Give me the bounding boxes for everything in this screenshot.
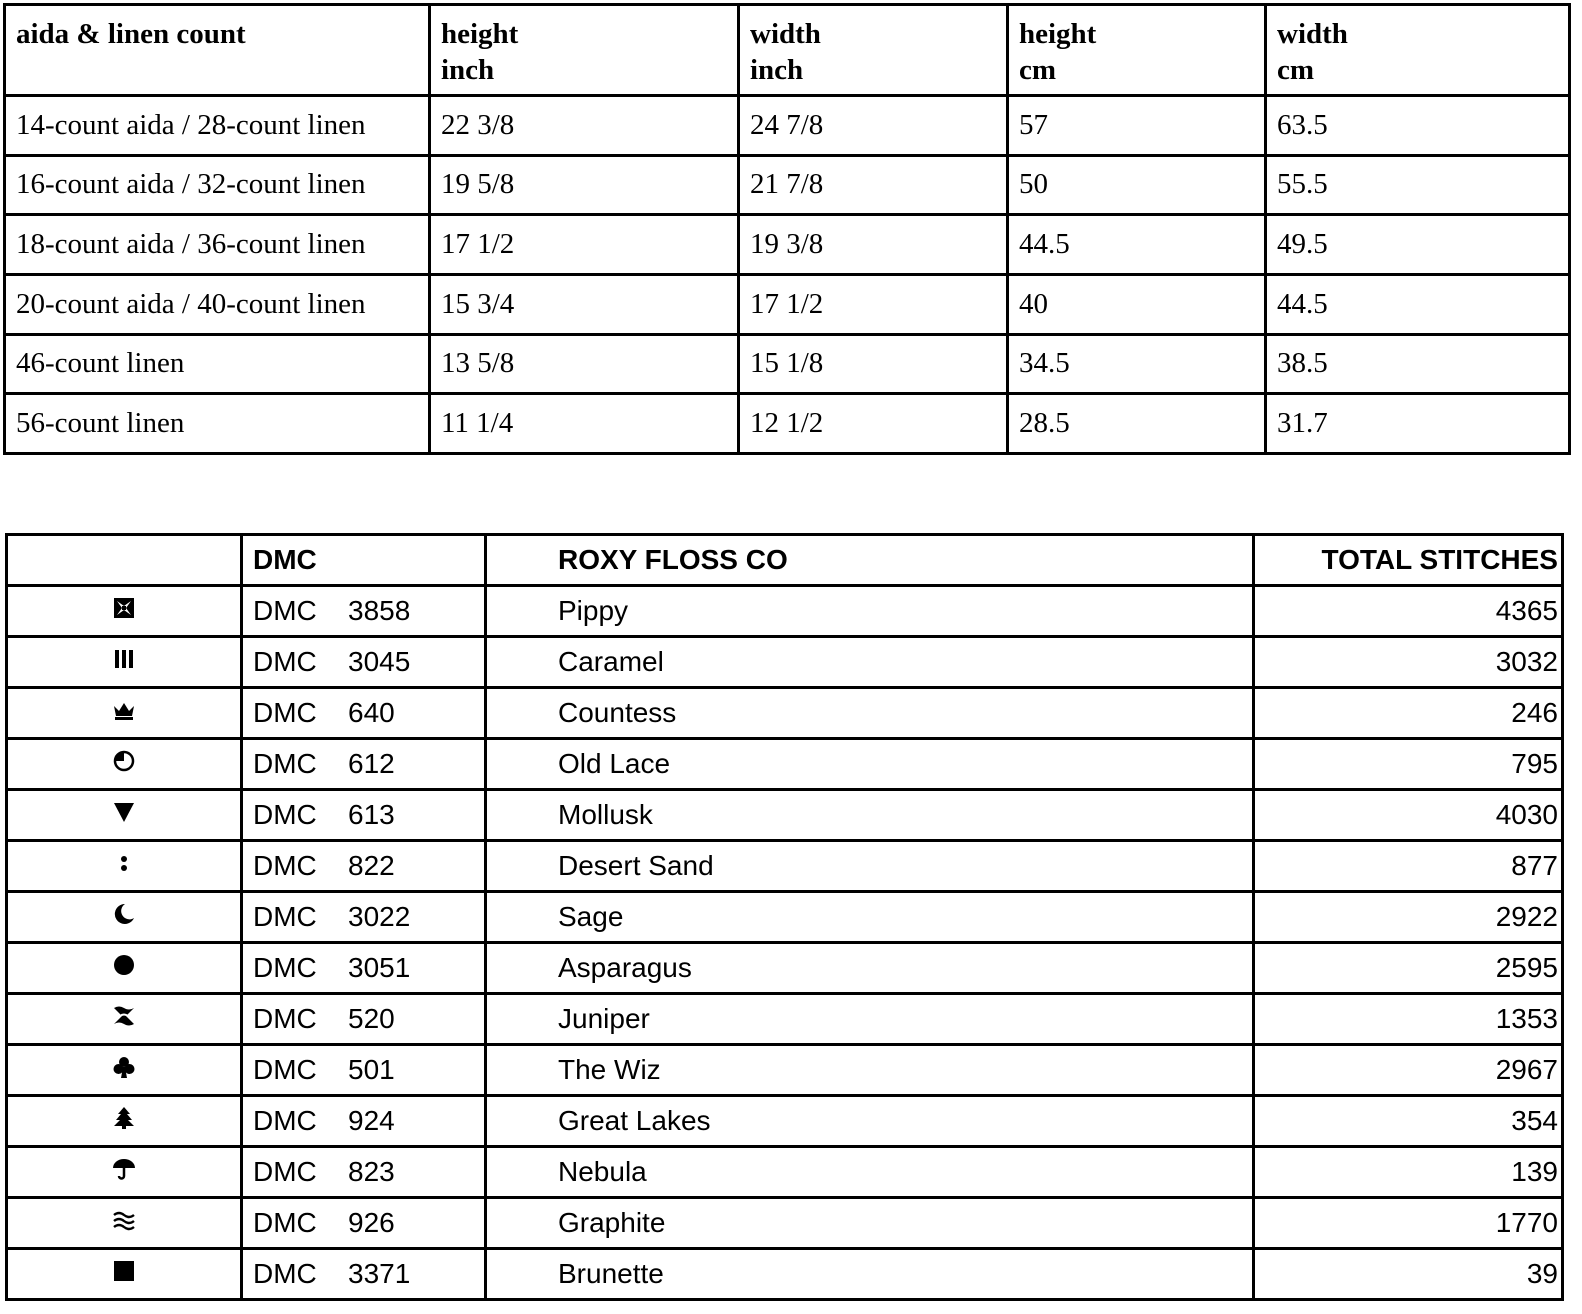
crescent-moon-icon [109, 899, 139, 929]
symbol-cell [7, 1198, 242, 1249]
dmc-brand-label: DMC [253, 646, 317, 677]
filled-circle-icon [109, 950, 139, 980]
width-cm-cell: 38.5 [1266, 334, 1570, 394]
dmc-cell [242, 637, 486, 688]
floss-name-cell: Desert Sand [486, 841, 1254, 892]
dmc-cell [242, 841, 486, 892]
dmc-number: 3858 [348, 595, 411, 626]
header-symbol [7, 535, 242, 586]
header-width-cm: width cm [1266, 5, 1570, 96]
width-inch-cell: 19 3/8 [739, 215, 1008, 275]
dmc-brand-label: DMC [253, 1207, 317, 1238]
height-inch-cell: 13 5/8 [430, 334, 739, 394]
dmc-cell [242, 1249, 486, 1300]
header-fabric-count: aida & linen count [5, 5, 430, 96]
symbol-cell [7, 637, 242, 688]
dmc-number: 640 [348, 697, 395, 728]
fabric-count-cell: 46-count linen [5, 334, 430, 394]
symbol-cell [7, 994, 242, 1045]
height-inch-cell: 15 3/4 [430, 274, 739, 334]
filled-square-icon [109, 1256, 139, 1286]
floss-name-cell: Old Lace [486, 739, 1254, 790]
height-inch-cell: 19 5/8 [430, 155, 739, 215]
dmc-cell [242, 1147, 486, 1198]
height-cm-cell: 57 [1008, 96, 1266, 156]
floss-name-cell: The Wiz [486, 1045, 1254, 1096]
total-stitches-cell: 877 [1254, 841, 1563, 892]
header-floss-name: ROXY FLOSS CO [486, 535, 1254, 586]
floss-name-cell: Brunette [486, 1249, 1254, 1300]
dmc-number: 3045 [348, 646, 411, 677]
height-inch-cell: 22 3/8 [430, 96, 739, 156]
floss-key-table [5, 533, 1564, 1301]
total-stitches-cell: 795 [1254, 739, 1563, 790]
triple-bars-icon [109, 644, 139, 674]
floss-name-cell: Caramel [486, 637, 1254, 688]
header-dmc: DMC [242, 535, 486, 586]
height-cm-cell: 44.5 [1008, 215, 1266, 275]
floss-table-row [7, 1249, 1563, 1300]
fabric-count-cell: 18-count aida / 36-count linen [5, 215, 430, 275]
width-cm-cell: 63.5 [1266, 96, 1570, 156]
dmc-brand-label: DMC [253, 1054, 317, 1085]
size-table-row [5, 274, 1570, 334]
dmc-cell [242, 943, 486, 994]
symbol-cell [7, 739, 242, 790]
size-table-row [5, 215, 1570, 275]
floss-name-cell: Countess [486, 688, 1254, 739]
size-table-row [5, 334, 1570, 394]
floss-table-row [7, 1147, 1563, 1198]
total-stitches-cell: 4030 [1254, 790, 1563, 841]
dmc-brand-label: DMC [253, 1105, 317, 1136]
width-inch-cell: 24 7/8 [739, 96, 1008, 156]
dmc-brand-label: DMC [253, 1003, 317, 1034]
width-inch-cell: 12 1/2 [739, 394, 1008, 454]
floss-table-row [7, 892, 1563, 943]
colon-dots-icon [109, 848, 139, 878]
fabric-count-cell: 20-count aida / 40-count linen [5, 274, 430, 334]
pine-tree-icon [109, 1103, 139, 1133]
total-stitches-cell: 3032 [1254, 637, 1563, 688]
fabric-count-cell: 14-count aida / 28-count linen [5, 96, 430, 156]
size-table-header-row [5, 5, 1570, 96]
wave-bowtie-icon [109, 1001, 139, 1031]
total-stitches-cell: 2595 [1254, 943, 1563, 994]
symbol-cell [7, 1249, 242, 1300]
dmc-brand-label: DMC [253, 799, 317, 830]
header-width-inch: width inch [739, 5, 1008, 96]
width-inch-cell: 21 7/8 [739, 155, 1008, 215]
crown-icon [109, 695, 139, 725]
dmc-number: 3022 [348, 901, 411, 932]
floss-table-row [7, 1045, 1563, 1096]
dmc-number: 520 [348, 1003, 395, 1034]
dmc-brand-label: DMC [253, 901, 317, 932]
dmc-brand-label: DMC [253, 850, 317, 881]
size-table-row [5, 155, 1570, 215]
floss-name-cell: Nebula [486, 1147, 1254, 1198]
header-height-cm: height cm [1008, 5, 1266, 96]
floss-name-cell: Asparagus [486, 943, 1254, 994]
width-inch-cell: 17 1/2 [739, 274, 1008, 334]
header-height-inch: height inch [430, 5, 739, 96]
floss-table-row [7, 1198, 1563, 1249]
width-inch-cell: 15 1/8 [739, 334, 1008, 394]
floss-table-row [7, 586, 1563, 637]
dmc-cell [242, 994, 486, 1045]
width-cm-cell: 49.5 [1266, 215, 1570, 275]
symbol-cell [7, 1147, 242, 1198]
dmc-number: 823 [348, 1156, 395, 1187]
symbol-cell [7, 892, 242, 943]
total-stitches-cell: 2967 [1254, 1045, 1563, 1096]
floss-table-row [7, 688, 1563, 739]
width-cm-cell: 55.5 [1266, 155, 1570, 215]
dmc-cell [242, 892, 486, 943]
total-stitches-cell: 2922 [1254, 892, 1563, 943]
total-stitches-cell: 1770 [1254, 1198, 1563, 1249]
height-inch-cell: 17 1/2 [430, 215, 739, 275]
dmc-brand-label: DMC [253, 595, 317, 626]
total-stitches-cell: 39 [1254, 1249, 1563, 1300]
dmc-brand-label: DMC [253, 748, 317, 779]
dmc-number: 613 [348, 799, 395, 830]
height-cm-cell: 50 [1008, 155, 1266, 215]
floss-table-row [7, 943, 1563, 994]
floss-name-cell: Mollusk [486, 790, 1254, 841]
dmc-cell [242, 1096, 486, 1147]
dmc-number: 3051 [348, 952, 411, 983]
dmc-cell [242, 586, 486, 637]
triple-wave-icon [109, 1205, 139, 1235]
dmc-brand-label: DMC [253, 952, 317, 983]
floss-table-row [7, 790, 1563, 841]
dmc-number: 924 [348, 1105, 395, 1136]
floss-table-row [7, 739, 1563, 790]
symbol-cell [7, 1096, 242, 1147]
floss-table-row [7, 637, 1563, 688]
size-table-row [5, 394, 1570, 454]
width-cm-cell: 44.5 [1266, 274, 1570, 334]
floss-table-row [7, 841, 1563, 892]
floss-table-row [7, 1096, 1563, 1147]
down-triangle-icon [109, 797, 139, 827]
height-cm-cell: 28.5 [1008, 394, 1266, 454]
total-stitches-cell: 4365 [1254, 586, 1563, 637]
floss-name-cell: Great Lakes [486, 1096, 1254, 1147]
symbol-cell [7, 688, 242, 739]
dmc-number: 501 [348, 1054, 395, 1085]
floss-name-cell: Graphite [486, 1198, 1254, 1249]
dmc-cell [242, 739, 486, 790]
size-table-row [5, 96, 1570, 156]
dmc-brand-label: DMC [253, 1156, 317, 1187]
total-stitches-cell: 354 [1254, 1096, 1563, 1147]
total-stitches-cell: 1353 [1254, 994, 1563, 1045]
dmc-number: 3371 [348, 1258, 411, 1289]
half-moon-circle-icon [109, 746, 139, 776]
dmc-number: 822 [348, 850, 395, 881]
club-suit-icon [109, 1052, 139, 1082]
symbol-cell [7, 586, 242, 637]
floss-table-row [7, 994, 1563, 1045]
maltese-cross-square-icon [109, 593, 139, 623]
symbol-cell [7, 1045, 242, 1096]
total-stitches-cell: 246 [1254, 688, 1563, 739]
dmc-number: 612 [348, 748, 395, 779]
floss-table-header-row [7, 535, 1563, 586]
fabric-count-cell: 56-count linen [5, 394, 430, 454]
fabric-count-cell: 16-count aida / 32-count linen [5, 155, 430, 215]
width-cm-cell: 31.7 [1266, 394, 1570, 454]
floss-name-cell: Juniper [486, 994, 1254, 1045]
dmc-cell [242, 1198, 486, 1249]
symbol-cell [7, 943, 242, 994]
dmc-cell [242, 1045, 486, 1096]
floss-name-cell: Pippy [486, 586, 1254, 637]
floss-name-cell: Sage [486, 892, 1254, 943]
symbol-cell [7, 790, 242, 841]
fabric-size-table [3, 3, 1571, 455]
dmc-cell [242, 688, 486, 739]
height-cm-cell: 40 [1008, 274, 1266, 334]
height-cm-cell: 34.5 [1008, 334, 1266, 394]
umbrella-icon [109, 1154, 139, 1184]
dmc-brand-label: DMC [253, 1258, 317, 1289]
dmc-cell [242, 790, 486, 841]
dmc-number: 926 [348, 1207, 395, 1238]
height-inch-cell: 11 1/4 [430, 394, 739, 454]
total-stitches-cell: 139 [1254, 1147, 1563, 1198]
dmc-brand-label: DMC [253, 697, 317, 728]
symbol-cell [7, 841, 242, 892]
header-total-stitches: TOTAL STITCHES [1254, 535, 1563, 586]
